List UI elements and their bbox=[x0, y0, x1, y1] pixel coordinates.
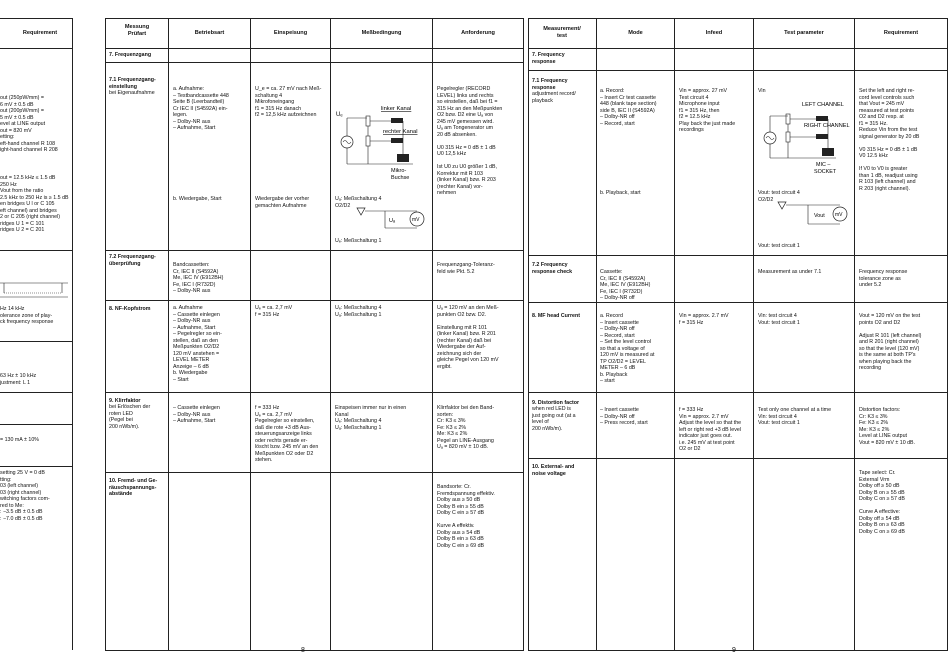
left-strip-text-3: Hz 14 kHz olerance zone of play- ck frequency response bbox=[0, 306, 54, 325]
p9-header-requirement: Requirement bbox=[883, 30, 919, 36]
p9-section-8-title: 8. MF head Current bbox=[532, 313, 580, 319]
p8-page-number: 8 bbox=[301, 647, 305, 654]
p9-section-72-requirement: Frequency response tolerance zone as under 5.2 bbox=[859, 269, 908, 288]
p9-section-10-requirement: Tape select: Cr. External Vrm Dolby off ≥ 50 dB Dolby B on ≥ 55 dB Dolby C on ≥ 57 dB Curve A effective: Dolby off ≥ 54 dB Dolby B on ≥ 63 dB Dolby C on ≥ 69 dB bbox=[859, 470, 905, 535]
p8-section-71-requirement: Pegelregler (RECORD LEVEL) links und rechts so einstellen, daß bei f1 = 315 Hz an den Meßpunkten O2 bzw. D2 eine Uₐ von 245 mV gemessen wird. Uₐ am Tongenerator um 20 dB absenken. U0 315 Hz = 0 dB ± 1 dB U0 12,5 kHz Ist U0 zu U0 größer 1 dB, Korrektur mit R 103 (linker Kanal) bzw. R 203 (rechter Kanal) vor- nehmen bbox=[437, 86, 503, 196]
p8-section-10-title: 10. Fremd- und Ge- räuschspannungs- abstände bbox=[109, 478, 158, 497]
p9-section-71-mode-b: b. Playback, start bbox=[600, 190, 641, 196]
p9-section-7-title: 7. Frequency response bbox=[532, 52, 565, 65]
p9-section-72-title: 7.2 Frequency response check bbox=[532, 262, 573, 275]
left-strip-header: Requirement bbox=[22, 30, 58, 36]
left-strip-text-2: out = 12.5 kHz ≤ 1.5 dB 250 Hz Vout from the ratio 2.5 kHz to 250 Hz is ≥ 1.5 dB en bridges U l or C 105 eft channel) and bridges 2 or C 205 (right channel) ridges U 1 = C 101 ridges U 2 = C 201 bbox=[0, 175, 69, 233]
p8-meter-mv: mV bbox=[412, 217, 420, 223]
p8-section-7-title: 7. Frequenzgang bbox=[109, 52, 152, 58]
p9-section-72-mode: Cassette: Cr, IEC II (S4592A) Me, IEC IV (E912BH) Fe, IEC I (R732D) – Dolby-NR off bbox=[600, 269, 651, 301]
left-strip-text-1: out (250pW/mm) = 6 mV ± 0.5 dB out (200pW/mm) = 5 mV ± 0.5 dB evel at LINE output out = 820 mV etting: eft-hand channel R 108 ight-hand channel R 208 bbox=[0, 95, 58, 153]
page-9 bbox=[528, 0, 950, 672]
p9-diagram-left-channel: LEFT CHANNEL bbox=[802, 102, 844, 108]
p9-header-infeed: Infeed bbox=[705, 30, 723, 36]
p8-header-feed: Einspeisung bbox=[273, 30, 308, 36]
p9-section-71-mode-a: a. Record: – Insert Cr test cassette 448 (blank tape section) side B, IEC II (S4592A) – Dolby-NR off – Record, start bbox=[600, 88, 657, 127]
p8-section-8-condition: Uₑ: Meßschaltung 4 Uₐ: Meßschaltung 1 bbox=[335, 305, 382, 318]
left-strip-text-4: 63 Hz ± 10 kHz justment: L 1 bbox=[0, 373, 37, 386]
p8-section-71-subtitle: bei Eigenaufnahme bbox=[109, 90, 155, 96]
p8-header-requirement: Anforderung bbox=[461, 30, 495, 36]
left-strip-text-5: = 130 mA ± 10% bbox=[0, 437, 39, 443]
p8-section-72-mode: Bandcassetten: Cr, IEC II (S4592A) Me, IEC IV (E912BH) Fe, IEC I (R732D) – Dolby-NR aus bbox=[173, 262, 224, 294]
p9-meter-diagram bbox=[776, 198, 852, 228]
p9-header-test: Measurement/ test bbox=[543, 26, 581, 39]
p9-diagram-socket-2: SOCKET bbox=[814, 169, 837, 175]
p8-section-71-mode-a: a. Aufnahme: – Testbandcassette 448 Seite B (Leerbandteil) Cr IEC II (S4592A) ein- legen. – Dolby-NR aus – Aufnahme, Start bbox=[173, 86, 229, 131]
p8-section-9-title: 9. Klirrfaktor bbox=[109, 398, 141, 404]
p8-section-9-subtitle: bei Erlöschen der roten LED (Pegel bei 200 nWb/m). bbox=[109, 404, 151, 430]
p8-section-71-cond-b: Uₐ: Meßschaltung 4 O2/D2 bbox=[335, 196, 382, 209]
p8-diagram-right-channel: rechter Kanal bbox=[383, 129, 418, 135]
p9-section-71-subtitle: adjustment record/ playback bbox=[532, 91, 576, 104]
p8-section-9-feed: f = 333 Hz Uₑ = ca. 2,7 mV Pegelregler so einstellen, daß die rote +3 dB Aus- steuerungsanzeige links oder rechts gerade er- löscht bzw. 245 mV an den Meßpunkten O2 oder D2 stehen. bbox=[255, 405, 319, 463]
p9-section-9-title: 9. Distortion factor bbox=[532, 400, 580, 406]
p8-section-71-cond-b2: Uₑ: Meßschaltung 1 bbox=[335, 238, 382, 244]
p9-section-9-subtitle: when red LED is just going out (at a level of 200 nWb/m). bbox=[532, 406, 576, 432]
left-strip-page bbox=[0, 0, 74, 672]
p8-section-71-feed-b: Wiedergabe der vorher gemachten Aufnahme bbox=[255, 196, 310, 209]
p9-diagram-right-channel: RIGHT CHANNEL bbox=[804, 123, 850, 129]
p9-header-test-parameter: Test parameter bbox=[784, 30, 824, 36]
p9-section-71-param-b: Vout: test circuit 4 O2/D2 bbox=[758, 190, 800, 203]
p9-header-mode: Mode bbox=[628, 30, 643, 36]
p8-header-condition: Meßbedingung bbox=[361, 30, 402, 36]
p8-diagram-socket: Mikro- bbox=[391, 168, 407, 174]
p9-meter-mv: mV bbox=[835, 212, 843, 218]
p9-section-8-mode: a. Record – Insert cassette – Dolby-NR off – Record, start – Set the level control so that a voltage of 120 mV is measured at TP O2/D2 = LEVEL METER – 6 dB b. Playback – start bbox=[600, 313, 655, 384]
p8-meter-diagram bbox=[355, 204, 429, 232]
p8-section-8-title: 8. NF-Kopfstrom bbox=[109, 306, 151, 312]
p8-section-71-mode-b: b. Wiedergabe, Start bbox=[173, 196, 222, 202]
p9-meter-vout: Vout bbox=[814, 213, 825, 219]
p8-section-8-mode: a. Aufnahme – Cassette einlegen – Dolby-NR aus – Aufnahme, Start – Pegelregler so ein- stellen, daß an den Meßpunkten O2/D2 120 mV anstehen = LEVEL METER Anzeige – 6 dB b. Wiedergabe – Start bbox=[173, 305, 222, 383]
p9-section-9-requirement: Distortion factors: Cr: K3 ≤ 3% Fe: K3 ≤ 2% Me: K3 ≤ 2% Level at LINE output Vout = 820 mV ± 10 dB. bbox=[859, 407, 916, 446]
p9-meter-svg bbox=[776, 198, 852, 228]
p9-section-71-requirement: Set the left and right re- cord level controls such that Vout = 245 mV measured at test points O2 and D2 resp. at f1 = 315 Hz. Reduce Vin from the test signal generator by 20 dB V0 315 Hz = 0 dB ± 1 dB V0 12.5 kHz If V0 to V0 is greater than 1 dB, readjust using R 103 (left channel) and R 203 (right channel). bbox=[859, 88, 920, 192]
p8-section-9-condition: Einspeisen immer nur in einen Kanal Uₑ: Meßschaltung 4 Uₐ: Meßschaltung 1 bbox=[335, 405, 407, 431]
p9-section-71-title: 7.1 Frequency response bbox=[532, 78, 568, 91]
p8-diagram-socket-2: Buchse bbox=[391, 175, 410, 181]
p8-section-8-feed: Uₑ = ca. 2,7 mV f = 315 Hz bbox=[255, 305, 293, 318]
p8-section-71-title: 7.1 Frequenzgang- einstellung bbox=[109, 77, 156, 90]
p9-diagram-socket: MIC – bbox=[816, 162, 831, 168]
p8-section-72-title: 7.2 Frequenzgang- überprüfung bbox=[109, 254, 156, 267]
p8-section-72-requirement: Frequenzgang-Toleranz- feld wie Pkt. 5.2 bbox=[437, 262, 495, 275]
p8-circuit-diagram bbox=[333, 96, 431, 186]
p9-section-71-vin: Vin bbox=[758, 88, 766, 94]
p9-section-8-requirement: Vout = 120 mV on the test points O2 and D2 Adjust R 101 (left channel) and R 201 (right channel) so that the level (120 mV) is the same at both TP's when playing back the recording bbox=[859, 313, 922, 371]
p9-section-9-mode: – Insert cassette – Dolby-NR off – Press record, start bbox=[600, 407, 648, 426]
p8-section-8-requirement: Uₐ = 120 mV an den Meß- punkten O2 bzw. D2. Einstellung mit R 101 (linker Kanal) bzw. R 201 (rechter Kanal) daß bei Wiedergabe der Auf- zeichnung sich der gleiche Pegel von 120 mV ergibt. bbox=[437, 305, 499, 370]
p8-section-10-requirement: Bandsorte: Cr. Fremdspannung effektiv. Dolby aus ≥ 50 dB Dolby B ein ≥ 55 dB Dolby C ein ≥ 57 dB Kurve A effektiv. Dolby aus ≥ 54 dB Dolby B ein ≥ 63 dB Dolby C ein ≥ 69 dB bbox=[437, 484, 495, 549]
p8-section-9-mode: – Cassette einlegen – Dolby-NR aus – Aufnahme, Start bbox=[173, 405, 220, 424]
p9-section-72-param: Measurement as under 7.1 bbox=[758, 269, 822, 275]
p9-section-9-param: Test only one channel at a time Vin: test circuit 4 Vout: test circuit 1 bbox=[758, 407, 832, 426]
p8-section-9-requirement: Klirrfaktor bei den Band- sorten: Cr: K3 ≤ 3% Fe: K3 ≤ 2% Me: K3 ≤ 2% Pegel an LINE-Ausgang Uₐ = 820 mV ± 10 dB. bbox=[437, 405, 495, 450]
p8-section-71-feed-a: U_e = ca. 27 mV nach Meß- schaltung 4 Mikrofoneingang f1 = 315 Hz danach f2 = 12,5 kHz aufzeichnen bbox=[255, 86, 322, 118]
p8-header-test: Messung Prüfart bbox=[124, 24, 150, 37]
left-strip-tolerance-graph bbox=[0, 272, 70, 294]
p8-meter-svg bbox=[355, 204, 429, 232]
p9-circuit-svg bbox=[760, 96, 852, 176]
p9-page-number: 9 bbox=[732, 647, 736, 654]
p8-meter-ua: Uₐ bbox=[389, 218, 396, 224]
p8-diagram-left-channel: linker Kanal bbox=[381, 106, 412, 112]
p9-section-71-infeed: Vin = approx. 27 mV Test circuit 4 Microphone input f1 = 315 Hz, then f2 = 12.5 kHz Play back the just made recordings bbox=[679, 88, 736, 133]
p9-section-71-param-b2: Vout: test circuit 1 bbox=[758, 243, 800, 249]
p9-section-9-infeed: f = 333 Hz Vin = approx. 2.7 mV Adjust the level so that the left or right red +3 dB level indicator just goes out. i.e. 245 mV at test point O2 or D2 bbox=[679, 407, 742, 452]
p8-header-mode: Betriebsart bbox=[194, 30, 225, 36]
page-8 bbox=[105, 0, 525, 672]
tolerance-graph-svg bbox=[0, 279, 70, 301]
left-strip-text-6: setting 25 V = 0 dB tting: 03 (left channel) 03 (right channel) witching factors com- red to Me: : −3.5 dB ± 0.5 dB : −7.0 dB ± 0.5 dB bbox=[0, 470, 50, 522]
p9-section-8-infeed: Vin = approx. 2.7 mV f = 315 Hz bbox=[679, 313, 729, 326]
p8-diagram-ue: Uₑ bbox=[336, 112, 343, 118]
p9-circuit-diagram bbox=[760, 96, 852, 176]
p9-section-8-param: Vin: test circuit 4 Vout: test circuit 1 bbox=[758, 313, 800, 326]
p9-section-10-title: 10. External- and noise voltage bbox=[532, 464, 575, 477]
p8-circuit-svg bbox=[333, 96, 431, 186]
